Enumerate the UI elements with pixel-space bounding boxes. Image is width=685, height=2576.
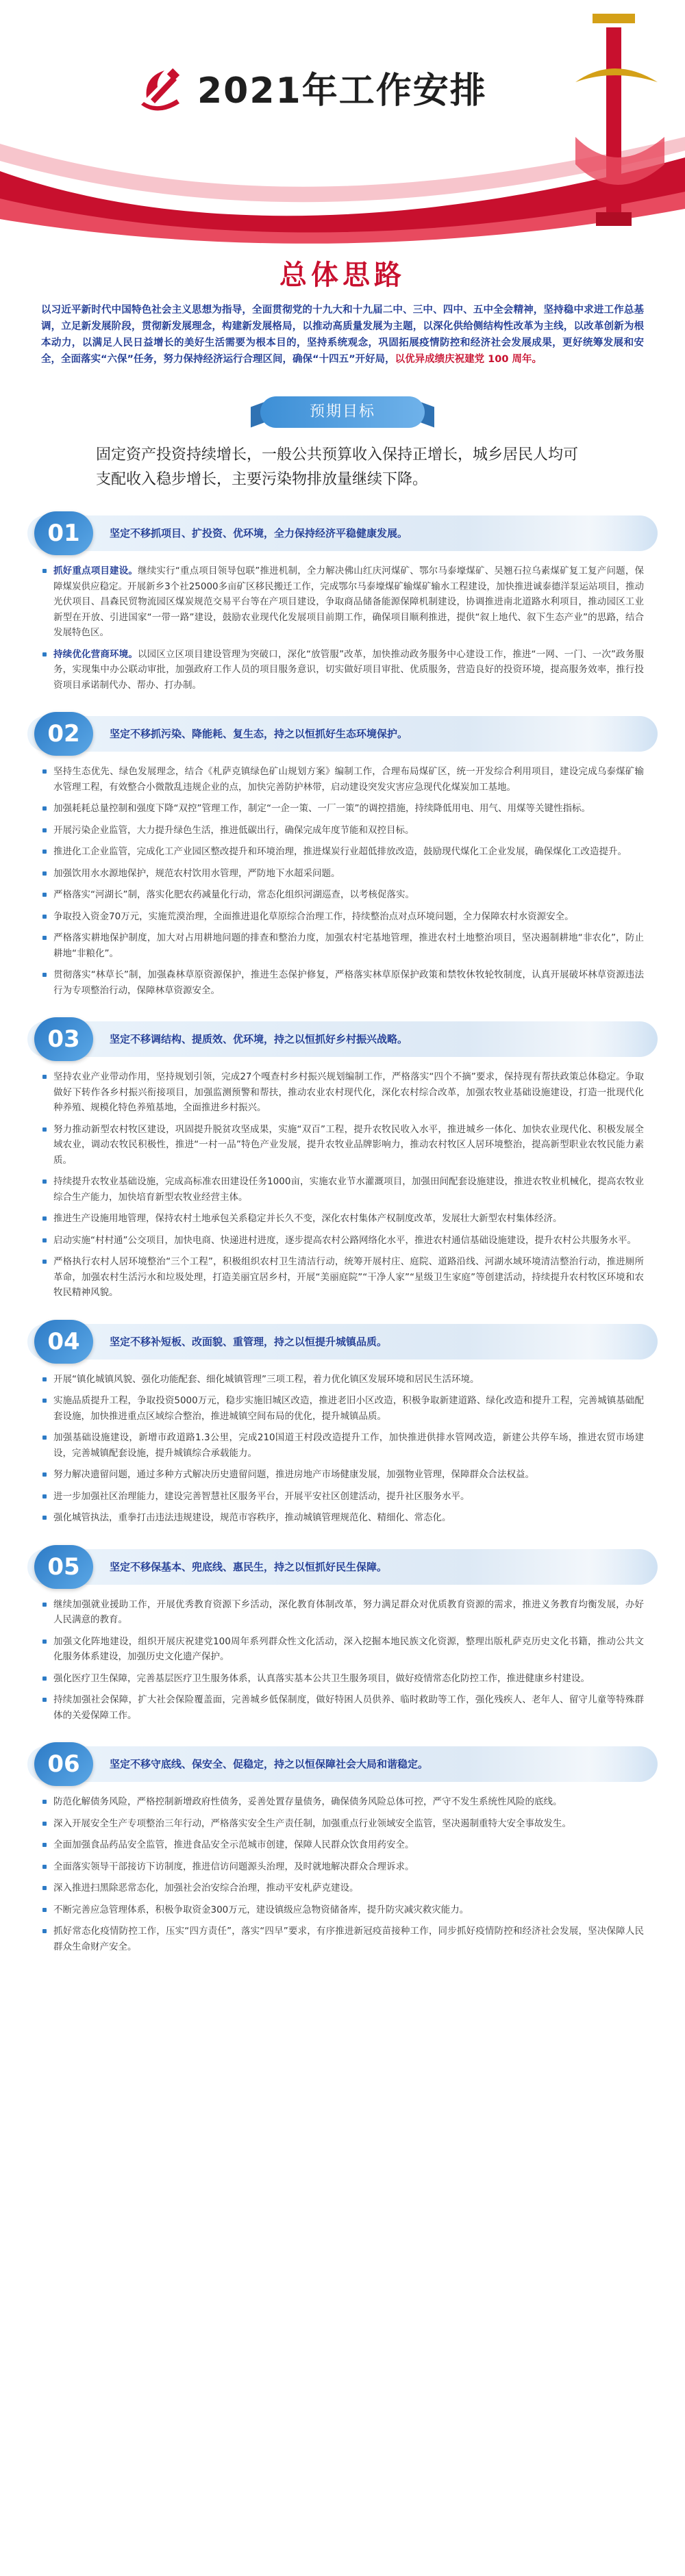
section-04 [0, 1320, 685, 1526]
list-item-text: 贯彻落实“林草长”制，加强森林草原资源保护，推进生态保护修复，严格落实林草原保护政策和禁牧休牧轮牧制度，认真开展破坏林草资源违法行为专项整治行动，保障林草资源安全。 [53, 969, 644, 996]
list-item [41, 866, 644, 882]
list-item-text: 持续加强社会保障，扩大社会保险覆盖面，完善城乡低保制度，做好特困人员供养、临时救助等工作，强化残疾人、老年人、留守儿童等特殊群体的关爱保障工作。 [53, 1694, 644, 1721]
list-item-text: 推进生产设施用地管理，保持农村土地承包关系稳定并长久不变，深化农村集体产权制度改革，发展壮大新型农村集体经济。 [53, 1213, 562, 1224]
list-item [41, 1880, 644, 1896]
overview-heading-wrap [0, 253, 685, 292]
section-header-endcap [589, 1021, 658, 1057]
section-number-badge: 01 [34, 511, 93, 555]
section-header-endcap [589, 716, 658, 752]
list-item [41, 1794, 644, 1810]
list-item-text: 坚持生态优先、绿色发展理念，结合《札萨克镇绿色矿山规划方案》编制工作，合理布局煤矿区，统一开发综合利用项目，建设完成乌泰煤矿输水管理工程，有效整合小微散乱违规企业的点，加快完善防护林带，启动建设突发灾害应急现代化煤炭加工基地。 [53, 766, 644, 793]
list-item-text: 开展“镇化城镇风貌、强化功能配套、细化城镇管理”三项工程，着力优化镇区发展环境和居民生活环境。 [53, 1373, 480, 1385]
overview-heading: 总体思路 [279, 259, 406, 291]
section-item-list [41, 1597, 644, 1724]
sections-container [0, 511, 685, 1954]
section-header [27, 712, 658, 756]
list-item-text: 严格落实“河湖长”制，落实化肥农药减量化行动，常态化组织河湖巡查，以考核促落实。 [53, 889, 414, 900]
section-header [27, 1545, 658, 1589]
section-header-endcap [589, 1549, 658, 1585]
list-item-text: 开展污染企业监管，大力提升绿色生活，推进低碳出行，确保完成年度节能和双控目标。 [53, 824, 414, 836]
section-number-badge: 02 [34, 712, 93, 756]
list-item-text: 深入开展安全生产专项整治三年行动，严格落实安全生产责任制，加强重点行业领域安全监管，坚决遏制重特大安全事故发生。 [53, 1818, 571, 1829]
section-02 [0, 712, 685, 998]
section-headline: 坚定不移保基本、兜底线、惠民生，持之以恒抓好民生保障。 [110, 1560, 388, 1573]
list-item [41, 1211, 644, 1227]
list-item [41, 909, 644, 925]
list-item [41, 1489, 644, 1505]
list-item-text: 以园区立区项目建设管理为突破口，深化“放管服”改革，加快推动政务服务中心建设工作，推进“一网、一门、一次”政务服务，实现集中办公联动审批，加强政府工作人员的项目服务意识，切实做好项目审批、优质服务，营造良好的投资环境，提高服务效率，推行投资项目承诺制代办、帮办、打办制。 [53, 648, 644, 691]
section-header-endcap [589, 1746, 658, 1782]
list-item-text: 强化医疗卫生保障，完善基层医疗卫生服务体系，认真落实基本公共卫生服务项目，做好疫情常态化防控工作，推进健康乡村建设。 [53, 1672, 590, 1684]
list-item [41, 1174, 644, 1205]
section-headline: 坚定不移抓污染、降能耗、复生态，持之以恒抓好生态环境保护。 [110, 728, 408, 740]
list-item-text: 不断完善应急管理体系，积极争取资金300万元，建设镇级应急物资储备库，提升防灾减灾救灾能力。 [53, 1904, 469, 1915]
section-item-list [41, 1372, 644, 1526]
target-tag [247, 391, 438, 433]
list-item-text: 防范化解债务风险，严格控制新增政府性债务，妥善处置存量债务，确保债务风险总体可控，严守不发生系统性风险的底线。 [53, 1796, 562, 1807]
section-number-badge: 04 [34, 1320, 93, 1364]
list-item-text: 加强文化阵地建设，组织开展庆祝建党100周年系列群众性文化活动，深入挖掘本地民族文化资源，整理出版札萨克历史文化书籍，推动公共文化服务体系建设，加强历史文化遗产保护。 [53, 1635, 644, 1662]
list-item-text: 启动实施“村村通”公交项目，加快电商、快递进村进度，逐步提高农村公路网络化水平，推进农村通信基础设施建设，提升农村公共服务水平。 [53, 1234, 636, 1246]
list-item [41, 1254, 644, 1301]
list-item-text: 努力解决遗留问题，通过多种方式解决历史遗留问题，推进房地产市场健康发展，加强物业管理，保障群众合法权益。 [53, 1469, 534, 1480]
list-item-text: 严格落实耕地保护制度，加大对占用耕地问题的排查和整治力度，加强农村宅基地管理，推进农村土地整治项目，坚决遏制耕地“非农化”，防止耕地“非粮化”。 [53, 932, 644, 959]
list-item [41, 1597, 644, 1628]
banner-title-group [137, 62, 487, 113]
list-item-lead: 抓好重点项目建设。 [53, 565, 138, 576]
section-item-list [41, 563, 644, 693]
list-item-text: 抓好常态化疫情防控工作，压实“四方责任”，落实“四早”要求，有序推进新冠疫苗接种工作，同步抓好疫情防控和经济社会发展，坚决保障人民群众生命财产安全。 [53, 1926, 644, 1952]
overview-intro-text: 以习近平新时代中国特色社会主义思想为指导，全面贯彻党的十九大和十九届二中、三中、四中、五中全会精神，坚持稳中求进工作总基调，立足新发展阶段，贯彻新发展理念，构建新发展格局，以推动高质量发展为主题，以深化供给侧结构性改革为主线，以改革创新为根本动力，以满足人民日益增长的美好生活需要为根本目的，坚持系统观念，巩固拓展疫情防控和经济社会发展成果，更好统筹发展和安全，全面落实“六保”任务，努力保持经济运行合理区间，确保“十四五”开好局， [41, 305, 644, 365]
list-item-text: 继续实行“重点项目领导包联”推进机制，全力解决佛山红庆河煤矿、鄂尔马泰壕煤矿、吴翘石拉乌素煤矿复工复产问题，保障煤炭供应稳定。开展新乡3个社25000多亩矿区移民搬迁工作，完成鄂尔马泰壕煤矿输煤矿输水工程建设，加快推进诚泰德洋泵运站项目，推动光伏项目、昌森民贸物流园区煤炭规范交易平台等在产项目建设，争取商品储备能源保障机制建设，协调推进南北道路水利项目，推动园区工业新型在开放、引进国家“一带一路”建设，鼓励农业现代化发展项目前期工作，确保项目顺利推进，提供“叙上地代、叙下生态产业”的思路，结合发展特色区。 [53, 565, 644, 638]
list-item [41, 1122, 644, 1169]
section-headline: 坚定不移抓项目、扩投资、优环境，全力保持经济平稳健康发展。 [110, 527, 408, 539]
list-item-text: 继续加强就业援助工作，开展优秀教育资源下乡活动，深化教育体制改革，努力满足群众对优质教育资源的需求，推进义务教育均衡发展，办好人民满意的教育。 [53, 1598, 644, 1625]
list-item [41, 563, 644, 641]
section-headline: 坚定不移守底线、保安全、促稳定，持之以恒保障社会大局和谐稳定。 [110, 1758, 429, 1770]
section-item-list [41, 764, 644, 998]
list-item-text: 全面加强食品药品安全监管，推进食品安全示范城市创建，保障人民群众饮食用药安全。 [53, 1839, 414, 1850]
section-05 [0, 1545, 685, 1724]
list-item [41, 967, 644, 998]
target-text: 固定资产投资持续增长，一般公共预算收入保持正增长，城乡居民人均可支配收入稳步增长，主要污染物排放量继续下降。 [96, 446, 579, 488]
list-item-text: 实施品质提升工程，争取投资5000万元，稳步实施旧城区改造，推进老旧小区改造，积极争取新建道路、绿化改造和提升工程，完善城镇基础配套设施，加快推进重点区域综合整治，推进城镇空间布局的优化，提升城镇品质。 [53, 1395, 644, 1422]
list-item [41, 1837, 644, 1853]
list-item [41, 1902, 644, 1918]
list-item [41, 1233, 644, 1249]
list-item [41, 1467, 644, 1483]
section-06 [0, 1742, 685, 1954]
section-number-badge: 06 [34, 1742, 93, 1786]
list-item-text: 加强饮用水水源地保护，规范农村饮用水管理，严防地下水超采问题。 [53, 867, 340, 879]
overview-intro [41, 302, 644, 368]
list-item [41, 1393, 644, 1424]
party-emblem-icon [137, 64, 185, 112]
list-item [41, 1430, 644, 1461]
list-item-text: 争取投入资金70万元，实施荒漠治理，全面推进退化草原综合治理工作，持续整治点对点环境问题，全力保障农村水资源安全。 [53, 910, 574, 922]
list-item-text: 全面落实领导干部接访下访制度，推进信访问题源头治理，及时就地解决群众合理诉求。 [53, 1861, 414, 1872]
list-item [41, 823, 644, 839]
section-header-endcap [589, 1324, 658, 1360]
list-item [41, 647, 644, 693]
section-03 [0, 1017, 685, 1301]
list-item-text: 持续提升农牧业基础设施，完成高标准农田建设任务1000亩，实施农业节水灌溉项目，加强田间配套设施建设，推进农牧业机械化，提高农牧业综合生产能力，加快培育新型农牧业经营主体。 [53, 1176, 644, 1203]
list-item-text: 努力推动新型农村牧区建设，巩固提升脱贫攻坚成果，实施“双百”工程，提升农牧民收入水平，推进城乡一体化、加快农业现代化、积极发展全域农业，调动农牧民积极性，推进“一村一品”特色产业发展，提升农牧业品牌影响力，推动农村牧区人居环境整治，提高新型职业农牧民能力素质。 [53, 1123, 644, 1166]
section-header [27, 511, 658, 555]
list-item [41, 1671, 644, 1687]
list-item [41, 1859, 644, 1875]
list-item-text: 推进化工企业监管，完成化工产业园区整改提升和环境治理，推进煤炭行业超低排放改造，鼓励现代煤化工企业发展，确保煤化工改造提升。 [53, 846, 627, 857]
section-headline: 坚定不移补短板、改面貌、重管理，持之以恒提升城镇品质。 [110, 1335, 388, 1348]
list-item [41, 1924, 644, 1954]
section-header [27, 1017, 658, 1061]
list-item-text: 深入推进扫黑除恶常态化，加强社会治安综合治理，推动平安札萨克建设。 [53, 1883, 359, 1893]
section-item-list [41, 1794, 644, 1954]
list-item [41, 887, 644, 903]
section-header [27, 1742, 658, 1786]
list-item [41, 764, 644, 795]
section-headline: 坚定不移调结构、提质效、优环境，持之以恒抓好乡村振兴战略。 [110, 1033, 408, 1045]
list-item [41, 930, 644, 961]
list-item-text: 加强耗耗总量控制和强度下降“双控”管理工作，制定“一企一策、一厂一策”的调控措施，持续降低用电、用气、用煤等关键性指标。 [53, 803, 590, 814]
list-item-lead: 持续优化营商环境。 [53, 648, 138, 660]
section-number-badge: 03 [34, 1017, 93, 1061]
list-item-text: 坚持农业产业带动作用，坚持规划引领，完成27个嘎查村乡村振兴规划编制工作，严格落实“四个不摘”要求，保持现有帮扶政策总体稳定。争取做好下转作各乡村振兴衔接项目，加强监测预警和帮扶，推动农业农村现代化，深化农村综合改革，加强农牧业基础设施建设，打造一批现代化种养殖、规模化特色养殖基地，全面推进乡村振兴。 [53, 1071, 644, 1113]
list-item-text: 进一步加强社区治理能力，建设完善智慧社区服务平台，开展平安社区创建活动，提升社区服务水平。 [53, 1490, 470, 1502]
page-title: 2021年工作安排 [197, 71, 487, 112]
section-item-list [41, 1069, 644, 1301]
target-label: 预期目标 [260, 396, 425, 428]
list-item [41, 1816, 644, 1832]
huabiao-pillar-decoration [569, 0, 664, 233]
section-number-badge: 05 [34, 1545, 93, 1589]
list-item [41, 1069, 644, 1116]
list-item [41, 801, 644, 817]
list-item [41, 1372, 644, 1388]
list-item [41, 1510, 644, 1526]
list-item-text: 严格执行农村人居环境整治“三个工程”，积极组织农村卫生清洁行动，统筹开展村庄、庭院、道路沿线、河湖水域环境清洁整治行动，推进厕所革命，加强农村生活污水和垃圾处理，打造美丽宜居乡村，开展“美丽庭院”“干净人家”“星级卫生家庭”等创建活动，持续提升农村牧区环境和农牧民精神风貌。 [53, 1256, 644, 1298]
list-item-text: 强化城管执法，重拳打击违法违规建设，规范市容秩序，推动城镇管理规范化、精细化、常态化。 [53, 1512, 451, 1523]
header-banner [0, 0, 685, 246]
list-item [41, 844, 644, 860]
section-header [27, 1320, 658, 1364]
section-header-endcap [589, 515, 658, 551]
list-item-text: 加强基础设施建设，新增市政道路1.3公里，完成210国道王村段改造提升工作，加快推进供排水管网改造，新建公共停车场，推进农贸市场建设，完善城镇配套设施，提升城镇综合承载能力。 [53, 1432, 644, 1459]
overview-intro-emphasis: 以优异成绩庆祝建党 100 周年。 [395, 354, 542, 365]
list-item [41, 1634, 644, 1665]
list-item [41, 1692, 644, 1723]
section-01 [0, 511, 685, 693]
